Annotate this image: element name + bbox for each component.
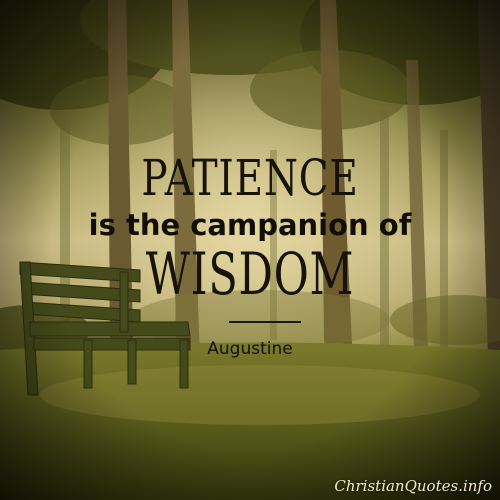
quote-author: Augustine [207,339,293,359]
quote-line-patience: PATIENCE [141,149,359,207]
quote-line-middle: is the campanion of [88,208,412,242]
watermark-credit: ChristianQuotes.info [334,477,492,495]
author-divider [229,321,301,323]
quote-line-wisdom: WISDOM [145,240,355,308]
